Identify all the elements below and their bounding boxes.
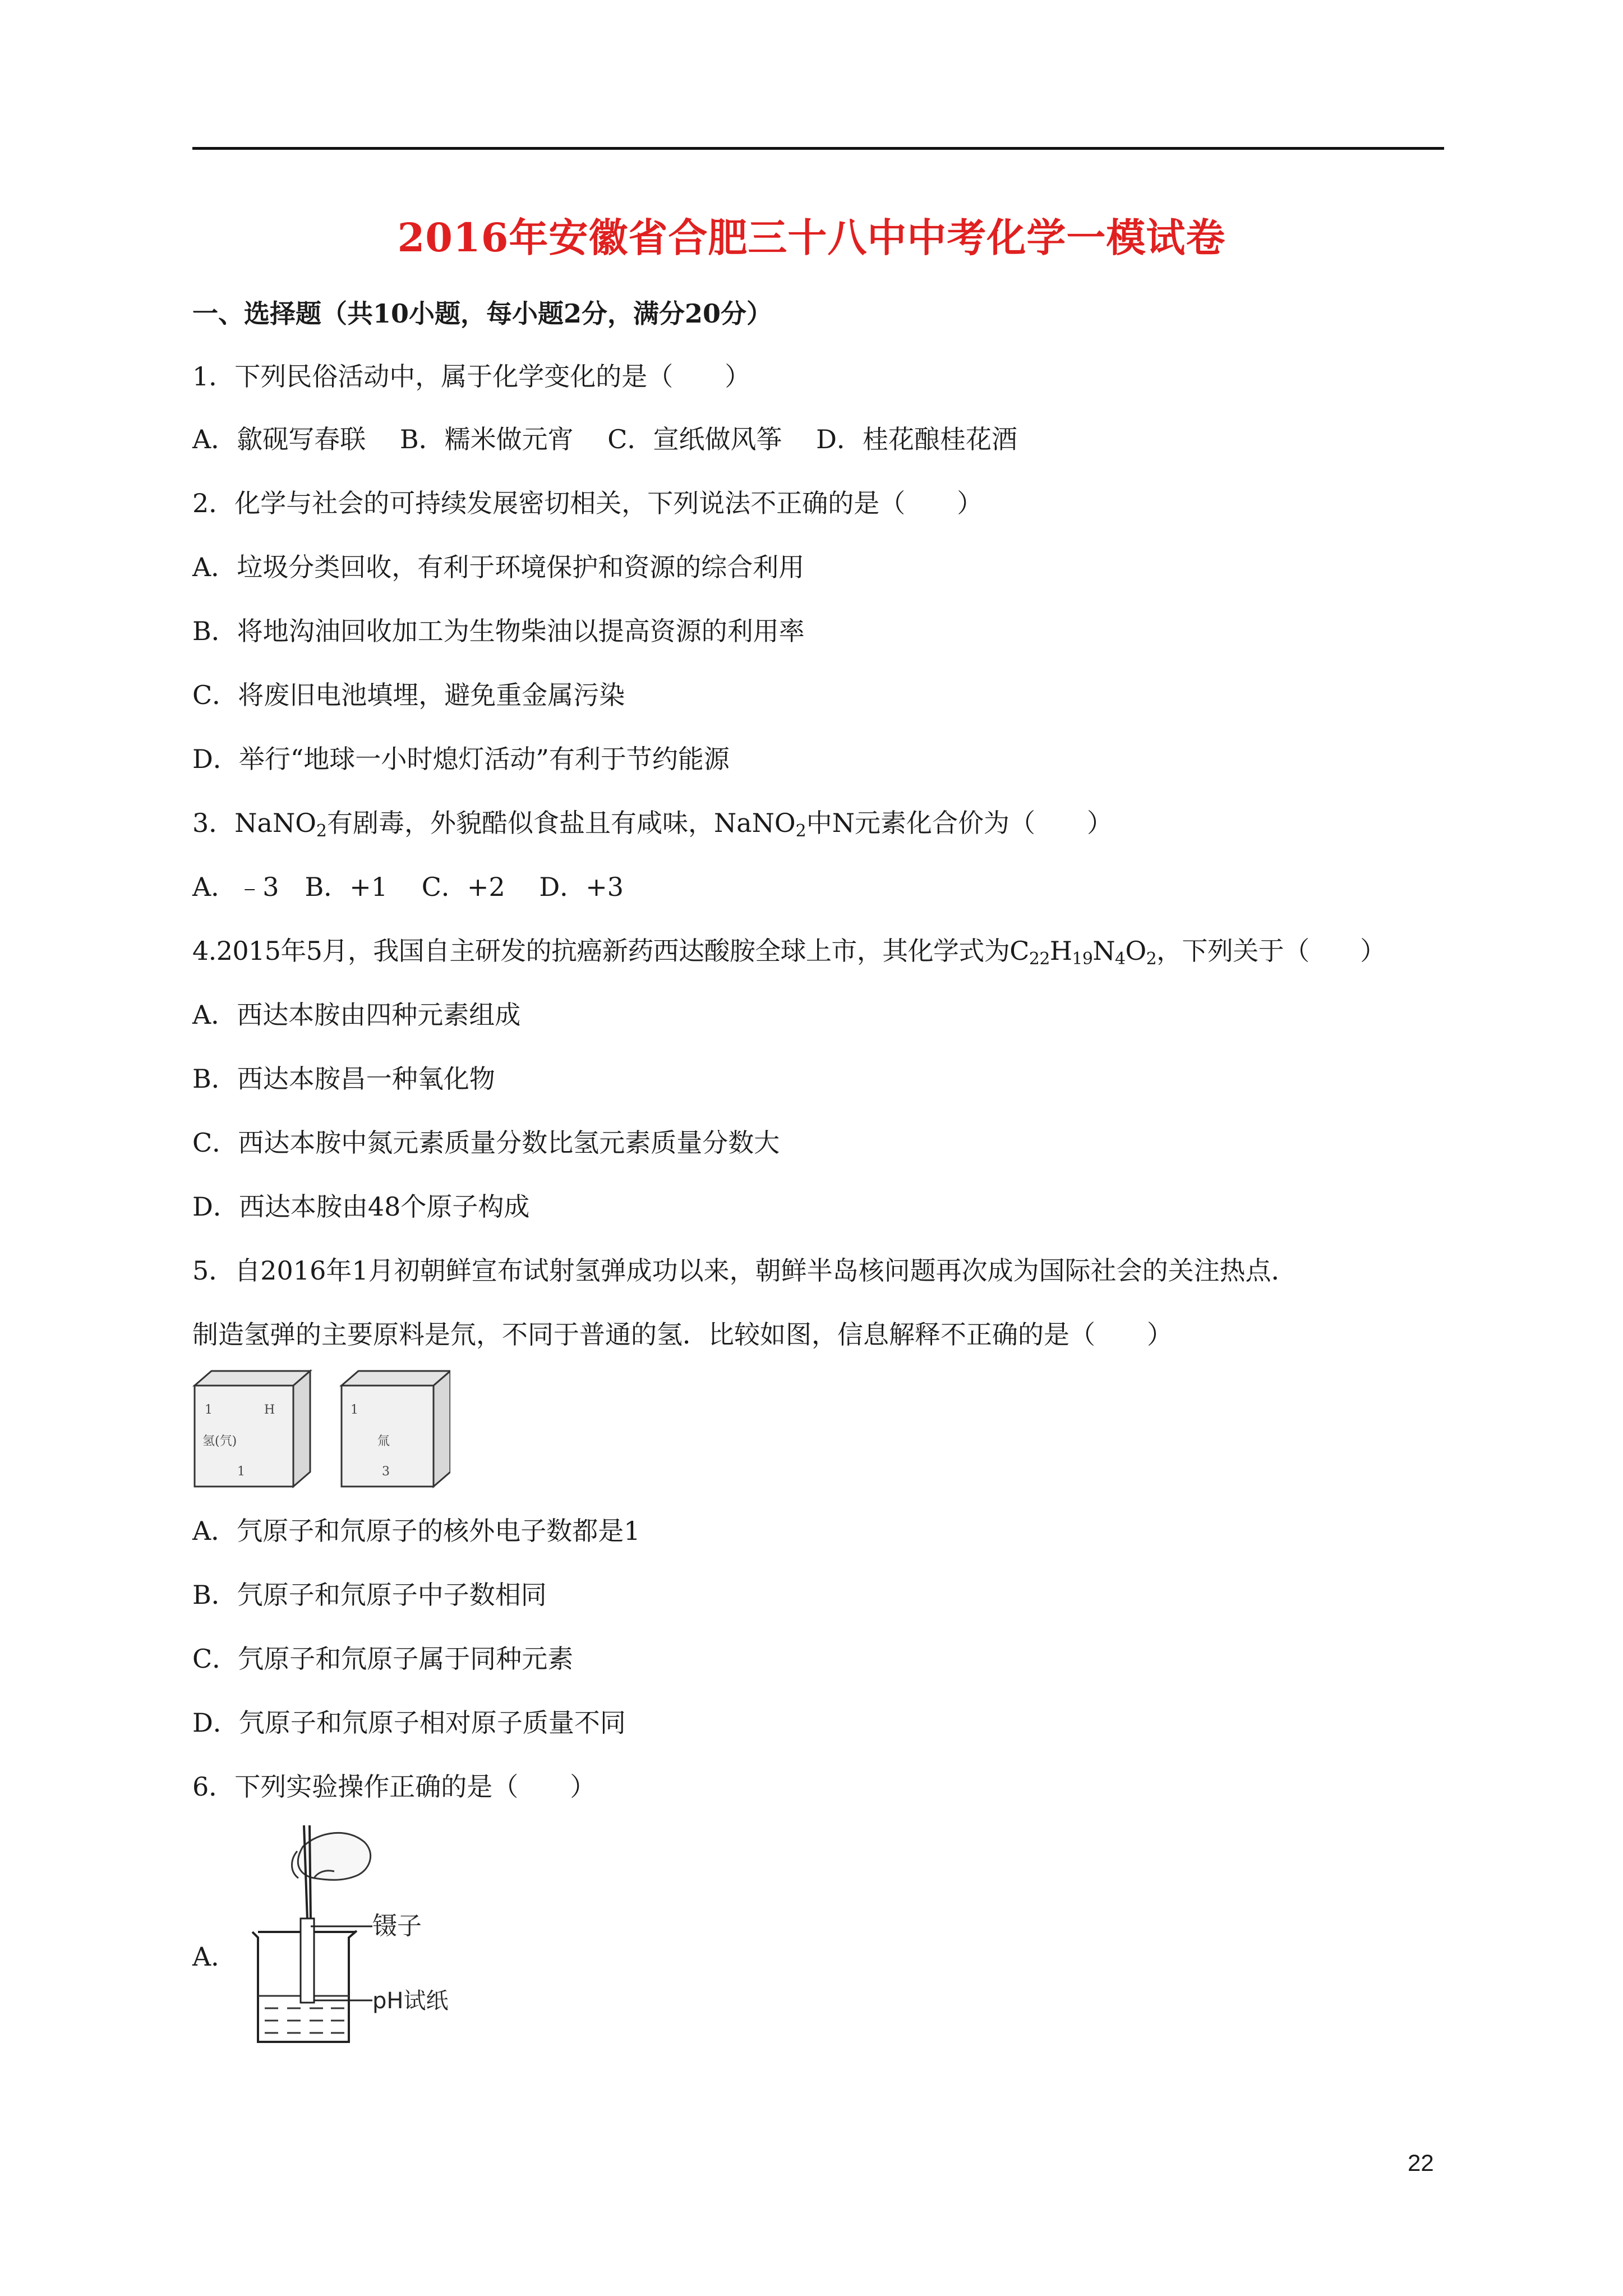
page-title: 2016年安徽省合肥三十八中中考化学一模试卷	[397, 214, 1226, 261]
q5-option-d: D．氕原子和氘原子相对原子质量不同	[192, 1708, 626, 1738]
tweezers-label: 镊子	[372, 1912, 422, 1940]
q1-stem: 1．下列民俗活动中，属于化学变化的是（ ）	[192, 361, 751, 392]
ph-paper	[301, 1918, 314, 2003]
q5-option-a: A．氕原子和氘原子的核外电子数都是1	[192, 1516, 640, 1546]
h-element-name: 氢(氕)	[202, 1434, 237, 1448]
q2-stem: 2．化学与社会的可持续发展密切相关，下列说法不正确的是（ ）	[192, 488, 983, 518]
q2-option-a: A．垃圾分类回收，有利于环境保护和资源的综合利用	[192, 552, 805, 582]
q5-stem-line1: 5．自2016年1月初朝鲜宣布试射氢弹成功以来，朝鲜半岛核问题再次成为国际社会的关注热点．	[192, 1255, 1297, 1286]
q4-stem: 4.2015年5月，我国自主研发的抗癌新药西达酸胺全球上市，其化学式为$C_{22}H_{19}N_4O_2$，下列关于（ ）	[192, 936, 1386, 969]
q2-option-c: C．将废旧电池填埋，避免重金属污染	[192, 680, 625, 710]
q5-element-cubes-figure	[192, 1369, 450, 1490]
q4-option-b: B．西达本胺昌一种氧化物	[192, 1064, 495, 1094]
q3-stem: 3．NaNO$_2$有剧毒，外貌酷似食盐且有咸味，NaNO$_2$中N元素化合价为（ ）	[192, 808, 1113, 841]
h-atomic-mass: 1	[237, 1465, 245, 1479]
t-atomic-number: 1	[351, 1403, 358, 1417]
q4-option-d: D．西达本胺由48个原子构成	[192, 1191, 530, 1222]
q6-stem: 6．下列实验操作正确的是（ ）	[192, 1772, 596, 1802]
t-atomic-mass: 3	[382, 1465, 390, 1479]
section-heading: 一、选择题（共10小题，每小题2分，满分20分）	[192, 298, 773, 329]
ph-paper-label: pH试纸	[372, 1988, 449, 2014]
q5-option-c: C．氕原子和氘原子属于同种元素	[192, 1644, 574, 1674]
t-element-name: 氚	[377, 1434, 390, 1448]
h-atomic-number: 1	[205, 1403, 213, 1417]
q1-options: A．歙砚写春联 B．糯米做元宵 C．宣纸做风筝 D．桂花酿桂花酒	[192, 424, 1017, 454]
tritium-cube	[342, 1371, 450, 1487]
q2-option-b: B．将地沟油回收加工为生物柴油以提高资源的利用率	[192, 616, 805, 646]
q4-option-c: C．西达本胺中氮元素质量分数比氢元素质量分数大	[192, 1128, 780, 1158]
hydrogen-cube	[195, 1371, 310, 1487]
leader-lines	[311, 1926, 372, 2000]
q5-option-b: B．氕原子和氘原子中子数相同	[192, 1580, 547, 1610]
q6-option-a-label: A．	[192, 1941, 237, 1972]
q4-option-a: A．西达本胺由四种元素组成	[192, 1000, 521, 1030]
q5-stem-line2: 制造氢弹的主要原料是氘，不同于普通的氢．比较如图，信息解释不正确的是（ ）	[192, 1319, 1173, 1350]
q6-ph-test-figure	[236, 1820, 471, 2051]
header-rule	[192, 147, 1444, 150]
q2-option-d: D．举行“地球一小时熄灯活动”有利于节约能源	[192, 744, 730, 774]
q3-options: A．﹣3 B．+1 C．+2 D．+3	[192, 872, 624, 902]
page-number: 22	[1408, 2150, 1434, 2176]
h-symbol: H	[264, 1403, 275, 1417]
